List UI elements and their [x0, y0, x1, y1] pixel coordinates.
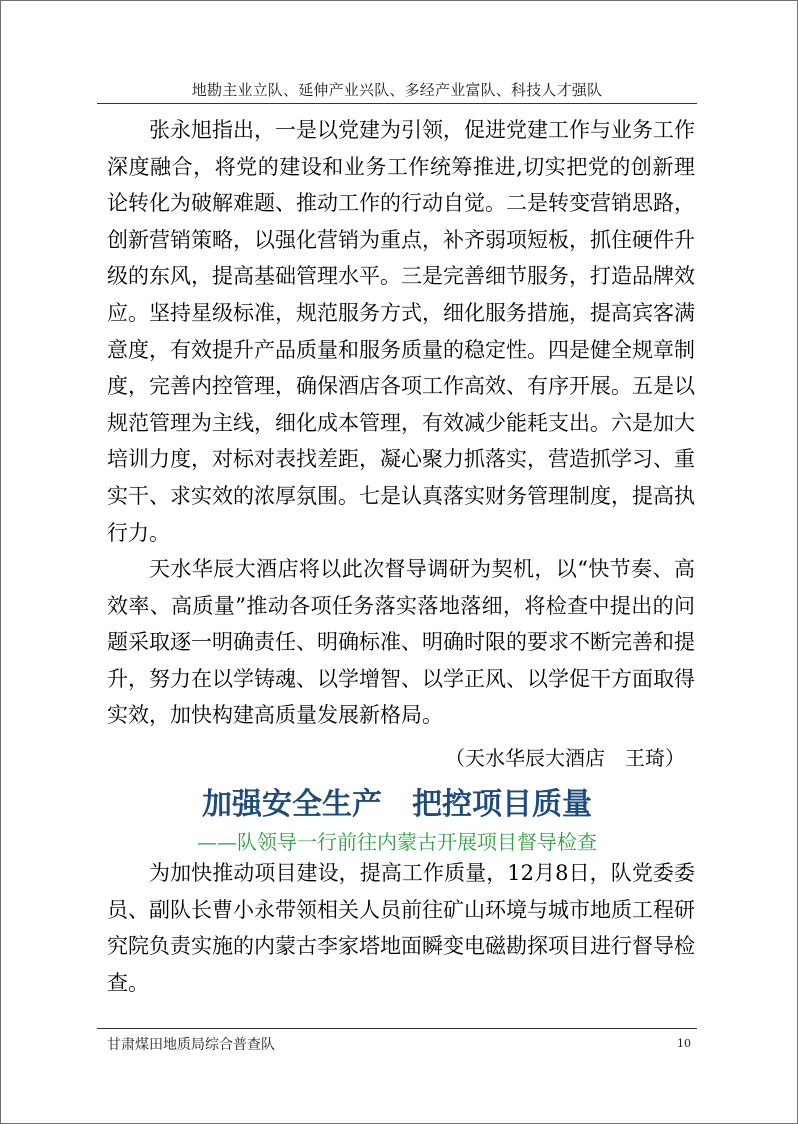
page-number: 10 [677, 1037, 691, 1050]
paragraph-text: 为加快推动项目建设，提高工作质量，12月8日，队党委委员、副队长曹小永带领相关人员前往矿山环境与城市地质工程研究院负责实施的内蒙古李家塔地面瞬变电磁勘探项目进行督导检查。 [107, 861, 695, 995]
paragraph-text: 天水华辰大酒店将以此次督导调研为契机，以“快节奏、高效率、高质量”推动各项任务落实落地落细，将检查中提出的问题采取逐一明确责任、明确标准、明确时限的要求不断完善和提升，努力在以学铸魂、以学增智、以学正风、以学促干方面取得实效，加快构建高质量发展新格局。 [107, 557, 695, 728]
article-2-title: 加强安全生产 把控项目质量 [202, 787, 592, 822]
footer-divider [97, 1028, 697, 1029]
article-2-subtitle: ——队领导一行前往内蒙古开展项目督导检查 [197, 830, 597, 854]
article-1-byline: （天水华辰大酒店 王琦） [445, 746, 685, 770]
footer-organization: 甘肃煤田地质局综合普查队 [107, 1037, 275, 1053]
article-2-paragraph-1 [107, 855, 695, 1001]
header-divider [97, 103, 697, 104]
article-1-paragraph-1 [107, 112, 695, 551]
header-slogan: 地勘主业立队、延伸产业兴队、多经产业富队、科技人才强队 [191, 81, 603, 99]
paragraph-text: 张永旭指出，一是以党建为引领，促进党建工作与业务工作深度融合，将党的建设和业务工作统筹推进,切实把党的创新理论转化为破解难题、推动工作的行动自觉。二是转变营销思路，创新营销策略，以强化营销为重点，补齐弱项短板，抓住硬件升级的东风，提高基础管理水平。三是完善细节服务，打造品牌效应。坚持星级标准，规范服务方式，细化服务措施，提高宾客满意度，有效提升产品质量和服务质量的稳定性。四是健全规章制度，完善内控管理，确保酒店各项工作高效、有序开展。五是以规范管理为主线，细化成本管理，有效减少能耗支出。六是加大培训力度，对标对表找差距，凝心聚力抓落实，营造抓学习、重实干、求实效的浓厚氛围。七是认真落实财务管理制度，提高执行力。 [107, 118, 695, 545]
article-1-paragraph-2 [107, 551, 695, 734]
